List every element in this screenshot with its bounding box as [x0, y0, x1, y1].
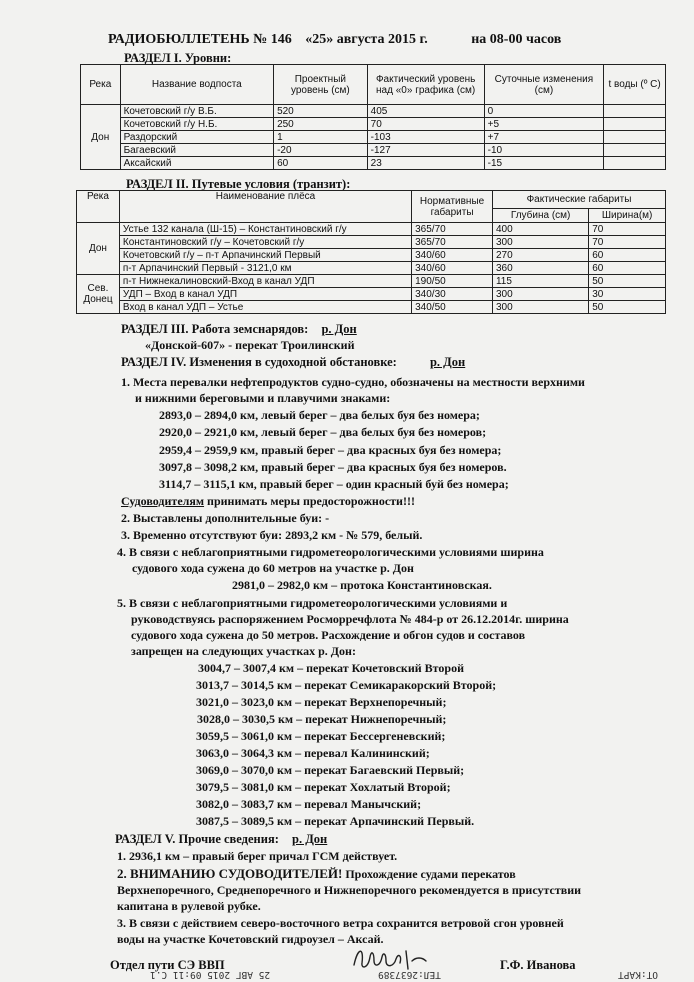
- norm-value: 340/30: [412, 288, 493, 301]
- temp-value: [604, 131, 666, 144]
- col-norm-dimensions: Нормативные габариты: [412, 191, 493, 223]
- list-item: 3097,8 – 3098,2 км, правый берег – два красных буя без номеров.: [159, 460, 507, 474]
- stretch-name: Константиновский г/у – Кочетовский г/у: [119, 236, 411, 249]
- list-item: 3028,0 – 3030,5 км – перекат Нижнепоречный;: [197, 712, 447, 726]
- table-row: [77, 288, 666, 301]
- s5-p2-line2: Верхнепоречного, Среднепоречного и Нижнепоречного рекомендуется в присутствии: [117, 883, 582, 897]
- change-value: 0: [484, 105, 604, 118]
- temp-value: [604, 118, 666, 131]
- list-item: 3059,5 – 3061,0 км – перекат Бессергеневский;: [196, 729, 446, 743]
- p5-line4: запрещен на следующих участках р. Дон:: [131, 644, 356, 658]
- stretch-name: п-т Нижнекалиновский-Вход в канал УДП: [119, 275, 411, 288]
- col-water-temp: t воды (º С): [604, 65, 666, 105]
- list-item: 3082,0 – 3083,7 км – перевал Манычский;: [196, 797, 422, 811]
- gauge-name: Багаевский: [120, 144, 273, 157]
- stretch-name: УДП – Вход в канал УДП: [119, 288, 411, 301]
- list-item: 3021,0 – 3023,0 км – перекат Верхнепоречный;: [196, 695, 447, 709]
- stretch-name: п-т Арпачинский Первый - 3121,0 км: [119, 262, 411, 275]
- table-row: [81, 144, 666, 157]
- depth-value: 400: [492, 223, 588, 236]
- section5-river: р. Дон: [292, 832, 328, 846]
- dredger-line: «Донской-607» - перекат Троилинский: [145, 338, 355, 352]
- table-row: [81, 131, 666, 144]
- section3-header: [121, 322, 357, 337]
- norm-value: 340/50: [412, 301, 493, 314]
- project-value: 250: [274, 118, 368, 131]
- stretch-name: Вход в канал УДП – Устье: [119, 301, 411, 314]
- p4-line3: 2981,0 – 2982,0 км – протока Константиновская.: [232, 578, 492, 592]
- table-row: [77, 262, 666, 275]
- gauge-name: Аксайский: [120, 157, 273, 170]
- project-value: 1: [274, 131, 368, 144]
- p5-line3: судового хода сужена до 50 метров. Расхождение и обгон судов и составов: [131, 628, 526, 642]
- bulletin-date: августа 2015 г.: [336, 32, 428, 47]
- p4-line1: 4. В связи с неблагоприятными гидрометеорологическими условиями ширина: [117, 545, 544, 559]
- project-value: 60: [274, 157, 368, 170]
- p5-line1: 5. В связи с неблагоприятными гидрометеорологическими условиями и: [117, 596, 508, 610]
- p1-line2: и нижними береговыми и плавучими знаками:: [135, 391, 391, 405]
- table-row: [77, 275, 666, 288]
- col-river: Река: [81, 65, 121, 105]
- project-value: 520: [274, 105, 368, 118]
- norm-value: 365/70: [412, 236, 493, 249]
- norm-value: 340/60: [412, 249, 493, 262]
- stretch-name: Кочетовский г/у – п-т Арпачинский Первый: [119, 249, 411, 262]
- width-value: 70: [589, 223, 666, 236]
- width-value: 70: [589, 236, 666, 249]
- table-row: [77, 223, 666, 236]
- depth-value: 300: [492, 288, 588, 301]
- list-item: 2920,0 – 2921,0 км, левый берег – два белых буя без номеров;: [159, 425, 487, 439]
- width-value: 30: [589, 288, 666, 301]
- table-row: [81, 157, 666, 170]
- p1-line1: 1. Места перевалки нефтепродуктов судно-судно, обозначены на местности верхними: [121, 375, 585, 389]
- gauge-name: Кочетовский г/у Н.Б.: [120, 118, 273, 131]
- gauge-name: Кочетовский г/у В.Б.: [120, 105, 273, 118]
- fact-value: -127: [367, 144, 484, 157]
- signer-name: Г.Ф. Иванова: [500, 958, 576, 972]
- list-item: 3063,0 – 3064,3 км – перевал Калининский;: [196, 746, 430, 760]
- s5-p2-line1: [117, 866, 516, 882]
- width-value: 60: [589, 249, 666, 262]
- fact-value: 405: [367, 105, 484, 118]
- bulletin-date-day: «25»: [305, 32, 334, 47]
- fact-value: 23: [367, 157, 484, 170]
- table-row: [81, 105, 666, 118]
- list-item: 2959,4 – 2959,9 км, правый берег – два красных буя без номера;: [159, 443, 502, 457]
- list-item: 3013,7 – 3014,5 км – перекат Семикаракорский Второй;: [196, 678, 497, 692]
- change-value: -10: [484, 144, 604, 157]
- fact-value: -103: [367, 131, 484, 144]
- department-name: Отдел пути СЭ ВВП: [110, 958, 225, 972]
- attention-heading: 2. ВНИМАНИЮ СУДОВОДИТЕЛЕЙ!: [117, 866, 343, 881]
- section4-river: р. Дон: [429, 355, 466, 369]
- list-item: 3004,7 – 3007,4 км – перекат Кочетовский Второй: [198, 661, 464, 675]
- gauge-name: Раздорский: [120, 131, 273, 144]
- p5-line2: руководствуясь распоряжением Росморречфлота № 484-р от 26.12.2014г. ширина: [131, 612, 569, 626]
- stretch-name: Устье 132 канала (Ш-15) – Константиновский г/у: [119, 223, 411, 236]
- col-fact-level: Фактический уровень над «0» графика (см): [367, 65, 484, 105]
- fax-tel: ТЕЛ:2637389: [378, 969, 441, 980]
- table-row: [81, 118, 666, 131]
- change-value: +5: [484, 118, 604, 131]
- section5-title: РАЗДЕЛ V. Прочие сведения:: [115, 832, 279, 846]
- temp-value: [604, 105, 666, 118]
- s5-p3-line2: воды на участке Кочетовский гидроузел – Аксай.: [117, 932, 384, 946]
- s5-p2-line3: капитана в рулевой рубке.: [117, 899, 261, 913]
- fact-value: 70: [367, 118, 484, 131]
- table-row: [77, 249, 666, 262]
- section3-river: р. Дон: [321, 322, 357, 336]
- p2-line: 2. Выставлены дополнительные буи: -: [121, 511, 330, 525]
- col-depth: Глубина (см): [492, 209, 588, 223]
- norm-value: 340/60: [412, 262, 493, 275]
- list-item: 3114,7 – 3115,1 км, правый берег – один красный буй без номера;: [159, 477, 509, 491]
- col-river: Река: [77, 191, 120, 223]
- bulletin-time: на 08-00 часов: [471, 32, 562, 47]
- warning-line: [121, 494, 415, 509]
- table-row: [77, 236, 666, 249]
- col-project-level: Проектный уровень (см): [274, 65, 368, 105]
- bulletin-title: РАДИОБЮЛЛЕТЕНЬ № 146: [108, 32, 292, 47]
- section3-title: РАЗДЕЛ III. Работа земснарядов:: [121, 322, 309, 336]
- col-width: Ширина(м): [589, 209, 666, 223]
- section2-title: РАЗДЕЛ II. Путевые условия (транзит):: [126, 177, 351, 191]
- norm-value: 190/50: [412, 275, 493, 288]
- transit-table: [76, 190, 666, 314]
- section1-title: РАЗДЕЛ I. Уровни:: [124, 51, 232, 65]
- col-gauge-name: Название водпоста: [120, 65, 273, 105]
- change-value: +7: [484, 131, 604, 144]
- col-fact-dimensions: Фактические габариты: [492, 191, 665, 209]
- list-item: 3069,0 – 3070,0 км – перекат Багаевский Первый;: [196, 763, 465, 777]
- depth-value: 300: [492, 301, 588, 314]
- width-value: 50: [589, 275, 666, 288]
- project-value: -20: [274, 144, 368, 157]
- section5-header: [115, 832, 327, 847]
- p4-line2: судового хода сужена до 60 метров на участке р. Дон: [132, 561, 414, 575]
- temp-value: [604, 157, 666, 170]
- warning-lead: Судоводителям: [121, 494, 205, 508]
- width-value: 60: [589, 262, 666, 275]
- river-cell: Дон: [77, 223, 120, 275]
- s5-p1: 1. 2936,1 км – правый берег причал ГСМ действует.: [117, 849, 398, 863]
- depth-value: 270: [492, 249, 588, 262]
- norm-value: 365/70: [412, 223, 493, 236]
- depth-value: 115: [492, 275, 588, 288]
- section4-header: [121, 355, 465, 370]
- list-item: 2893,0 – 2894,0 км, левый берег – два белых буя без номера;: [159, 408, 480, 422]
- river-cell: Сев. Донец: [77, 275, 120, 314]
- col-stretch-name: Наименование плёса: [119, 191, 411, 223]
- bulletin-header: [108, 32, 561, 48]
- list-item: 3079,5 – 3081,0 км – перекат Хохлатый Второй;: [196, 780, 451, 794]
- col-daily-change: Суточные изменения (см): [484, 65, 604, 105]
- temp-value: [604, 144, 666, 157]
- river-cell: Дон: [81, 105, 121, 170]
- depth-value: 300: [492, 236, 588, 249]
- list-item: 3087,5 – 3089,5 км – перекат Арпачинский Первый.: [196, 814, 475, 828]
- depth-value: 360: [492, 262, 588, 275]
- fax-from: ОТ:КАРТ: [618, 969, 659, 980]
- table-row: [77, 301, 666, 314]
- fax-stamp: 25 АВГ 2015 09:11 С.1: [150, 969, 271, 980]
- section4-title: РАЗДЕЛ IV. Изменения в судоходной обстановке:: [121, 355, 397, 369]
- levels-table: [80, 64, 666, 170]
- transit-header-row: [77, 191, 666, 209]
- s5-p2-rest: Прохождение судами перекатов: [342, 867, 516, 881]
- warning-rest: принимать меры предосторожности!!!: [204, 494, 415, 508]
- change-value: -15: [484, 157, 604, 170]
- levels-header-row: [81, 65, 666, 105]
- s5-p3-line1: 3. В связи с действием северо-восточного ветра сохранится ветровой сгон уровней: [117, 916, 564, 930]
- p3-line: 3. Временно отсутствуют буи: 2893,2 км - № 579, белый.: [121, 528, 423, 542]
- width-value: 50: [589, 301, 666, 314]
